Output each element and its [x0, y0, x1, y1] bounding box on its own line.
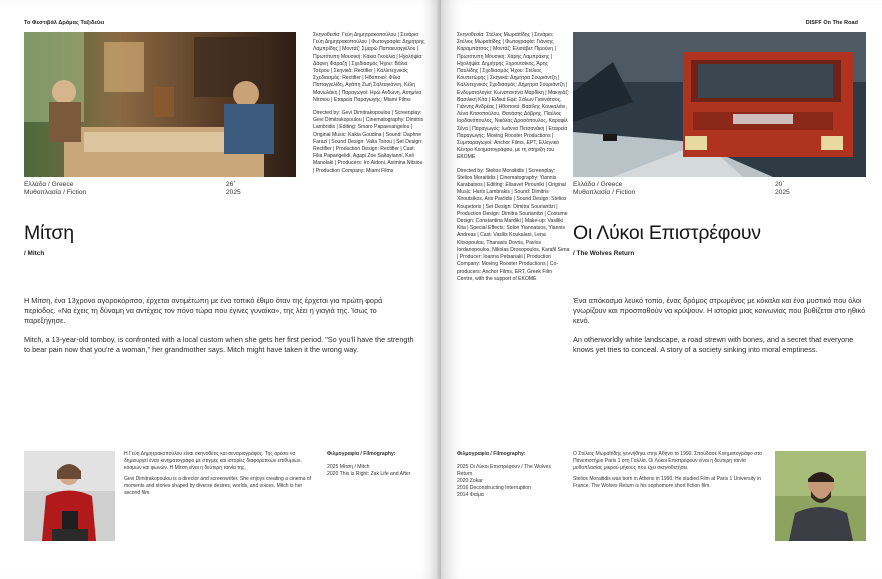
wolves-credits: [457, 32, 570, 289]
wolves-subtitle: / The Wolves Return: [573, 250, 635, 257]
right-page: [441, 0, 882, 579]
mitch-title: Μίτση: [24, 222, 74, 244]
wolves-year: 2025: [775, 189, 790, 197]
filmography-item: 2020 Zokar: [457, 478, 483, 484]
filmography-heading: Φιλμογραφία / Filmography:: [457, 451, 526, 457]
mitch-film-still: [24, 32, 296, 177]
mitch-subtitle: / Mitch: [24, 250, 45, 257]
mitch-credits-greek: Σκηνοθεσία: Γεύη Δημητρακοπούλου | Σενάριο: Γεύη Δημητρακοπούλου | Φωτογραφία: Δημήτρης Λαμπρίδης | Μοντάζ: Σμαρώ Παπαευαγγέλου | Πρωτότυπη Μουσική: Κάκια Γκούλια | Ηχολήψία: Δάφνη Φαραζή | Σχεδιασμός Ήχου: Βάλια Τσέρου | Σκηνικά: Rectifier | Καλλιτεχνικός Σχεδιασμός: Rectifier | Ηθοποιοί: Φίλια Παπαγγελίδη, Αγάπη Ζωή Σαλταγιάννη, Κέλη Μανωλάκη | Παραγωγοί: Ηρώ Ανδώνη, Ασημίνα Νίτσιου | Εταιρεία Παραγωγής: Miami Films: [313, 32, 425, 103]
director-photo-gevi: [24, 451, 115, 541]
wolves-still-image: [573, 32, 866, 177]
director-bio-english: Gevi Dimitrakopoulou is a director and screenwriter. She enjoys creating a cinema of moments and stories shaped by diverse desires, worlds, and voices. Mitch is her second film.: [124, 476, 312, 496]
mitch-synopsis: [24, 296, 414, 364]
director-bio-stelios: [573, 451, 763, 495]
left-page-header: Το Φεστιβάλ Δράμας Ταξιδεύει: [24, 20, 105, 26]
mitch-credits-english: Directed by: Gevi Dimitrakopoulou | Screenplay: Gevi Dimitrakopoulou | Cinematography: Dimitris Lambridis | Editing: Smaro Papaevangelou | Original Music: Kakia Goudina | Sound: Daphne Farazi | Sound Design: Valia Tsirou | Set Design: Rectifier | Production Design: Rectifier | Cast: Filia Paparigeiidi, Agapi Zoe Saltayianni, Keli Manolaki | Producers: Iro Aidoni, Asimina Nitsiou | Production Company: Miami Films: [313, 110, 424, 174]
wolves-synopsis-greek: Ένα απόκοσμα λευκό τοπίο, ένας δρόμος στρωμένος με κόκαλα και ένα μυστικό που όλοι γνωρίζουν και προσπαθούν να κρύψουν. Η ιστορία μιας κοινωνίας που βυθίζεται στο ηθικό κενό.: [573, 296, 866, 325]
filmography-item: 2025 Οι Λύκοι Επιστρέφουν / The Wolves Return: [457, 464, 551, 477]
wolves-credits-greek: Σκηνοθεσία: Στέλιος Μωραϊτίδης | Σενάριο: Στέλιος Μωραϊτίδης | Φωτογραφία: Γιάννης Καραμπάτσος | Μοντάζ: Ελισάβετ Πιρούνη | Πρωτότυπη Μουσική: Χάρης Λαμπράκης | Ηχολήψία: Δημήτρης Ξηρουτσίκος, Άρης Παυλίδης | Σχεδιασμός Ήχου: Στέλιος Κουπετώρης | Σκηνικά: Δημήτρα Σουριάντζη | Καλλιτεχνικός Σχεδιασμός: Δήμητρα Σουριάντζη | Ενδυματολογία: Κωνσταντίνα Μαρδίκη | Μακιγιάζ: Βασιλική Κίτα | Ειδικά Εφέ: Σόλων Γιαννάτσος, Γιάννης Ανδρέας | Ηθοποιοί: Βασίλης Κουκαλάνι, Λένα Κιτσοπούλου, Θανάσης Δόβρης, Παύλος Ιορδανόπουλος, Νικόλας Δροσόπουλος, Καραφίλ Σένα | Παραγωγός: Ιωάννα Πετσανάκη | Εταιρεία Παραγωγής: Moving Rooster Productions | Συμπαραγωγοί: Anchor Films, ΕΡΤ, Ελληνικό Κέντρο Κινηματογράφου, με τη στήριξη του ΕΚΟΜΕ: [457, 32, 570, 161]
director-portrait-image: [775, 451, 866, 541]
right-page-header: DISFF On The Road: [805, 20, 858, 26]
filmography-item: 2014 Φαίμα: [457, 492, 484, 498]
director-bio-greek: Ο Στέλιος Μωραϊτίδης γεννήθηκε στην Αθήνα το 1990. Σπούδασε Κινηματογράφο στο Πανεπιστήμιο Paris 1 στη Γαλλία. Οι Λύκοι Επιστρέφουν είναι η δεύτερη ταινία μυθοπλασίας μικρού μήκους που έχει σκηνοθετήσει.: [573, 451, 762, 471]
filmography-item: 2025 Μίτση / Mitch: [327, 464, 370, 470]
wolves-meta: [573, 181, 833, 197]
filmography-stelios: [457, 451, 567, 499]
filmography-item: 2016 Deconstructing Interruption: [457, 485, 531, 491]
mitch-duration: 26΄: [226, 181, 236, 188]
wolves-synopsis-english: An otherworldly white landscape, a road strewn with bones, and a secret that everyone knows yet tries to conceal. A story of a society sinking into moral emptiness.: [573, 335, 854, 354]
filmography-gevi: [327, 451, 432, 478]
mitch-year: 2025: [226, 189, 241, 197]
mitch-country: Ελλάδα / Greece: [24, 181, 74, 188]
wolves-synopsis: [573, 296, 869, 364]
director-portrait-image: [24, 451, 115, 541]
wolves-genre: Μυθοπλασία / Fiction: [573, 189, 636, 197]
director-bio-gevi: [124, 451, 316, 502]
director-photo-stelios: [775, 451, 866, 541]
filmography-item: 2020 This is Right: Zak Life and After: [327, 471, 411, 477]
mitch-synopsis-english: Mitch, a 13-year-old tomboy, is confronted with a local custom when she gets her first period. "So you'll have the strength to bear pain now that you're a woman," her grandmother says. Mitch might have taken it the wrong way.: [24, 335, 414, 354]
wolves-country: Ελλάδα / Greece: [573, 181, 623, 188]
mitch-still-image: [24, 32, 296, 177]
filmography-heading: Φιλμογραφία / Filmography:: [327, 451, 396, 457]
director-bio-english: Stelios Moraitidis was born in Athens in 1990. He studied Film at Paris 1 University in France. The Wolves Return is his sophomore short fiction film.: [573, 476, 761, 490]
wolves-film-still: [573, 32, 866, 177]
mitch-genre: Μυθοπλασία / Fiction: [24, 189, 87, 197]
mitch-synopsis-greek: Η Μίτση, ένα 13χρονο αγοροκόριτσο, έρχεται αντιμέτωπη με ένα τοπικό έθιμο όταν της έρχεται για πρώτη φορά περίοδος. «Να έχεις τη δύναμη να αντέχεις τον πόνο τώρα που έγινες γυναίκα», της λέει η γιαγιά της. Ίσως το παρεξήγησε.: [24, 296, 383, 325]
director-bio-greek: Η Γεύη Δημητρακοπούλου είναι σκηνοθέτις και σεναριογράφος. Της αρέσει να δημιουργεί έναν κινηματογράφο με στιγμές και ιστορίες διαφορετικών επιθυμιών, κόσμων και φωνών. Η Μίτση είναι η δεύτερη ταινία της.: [124, 451, 302, 471]
mitch-credits: [313, 32, 425, 181]
mitch-meta: [24, 181, 264, 197]
wolves-duration: 20΄: [775, 181, 785, 188]
wolves-credits-english: Directed by: Stelios Moraitidis | Screenplay: Stelios Moraitidis | Cinematography: Yiannis Karabatsos | Editing: Elisavet Pirouniki | Original Music: Haris Lambrakis | Sound: Dimitris Xiroutsikos, Aris Pavlidis | Sound Design: Stelios Koupetoris | Set Design: Dimitra Sourianttzi | Production Design: Dimitra Sourianttzi | Costume Design: Constantina Mardiki | Make-up: Vasiliki Kita | Special Effects: Solon Yiannatsos, Yiannis Andreas | Cast: Vasilis Koukalani, Lena Kitsopoulou, Thanasis Dovris, Pavlos Iordanopoulos, Nikolas Drosopoulos, Karafil Sena | Producer: Ioanna Petsanaki | Production Company: Moving Rooster Productions | Co-producers: Anchor Films, ERT, Greek Film Centre, with the support of EKOME: [457, 167, 570, 282]
wolves-title: Οι Λύκοι Επιστρέφουν: [573, 222, 761, 244]
